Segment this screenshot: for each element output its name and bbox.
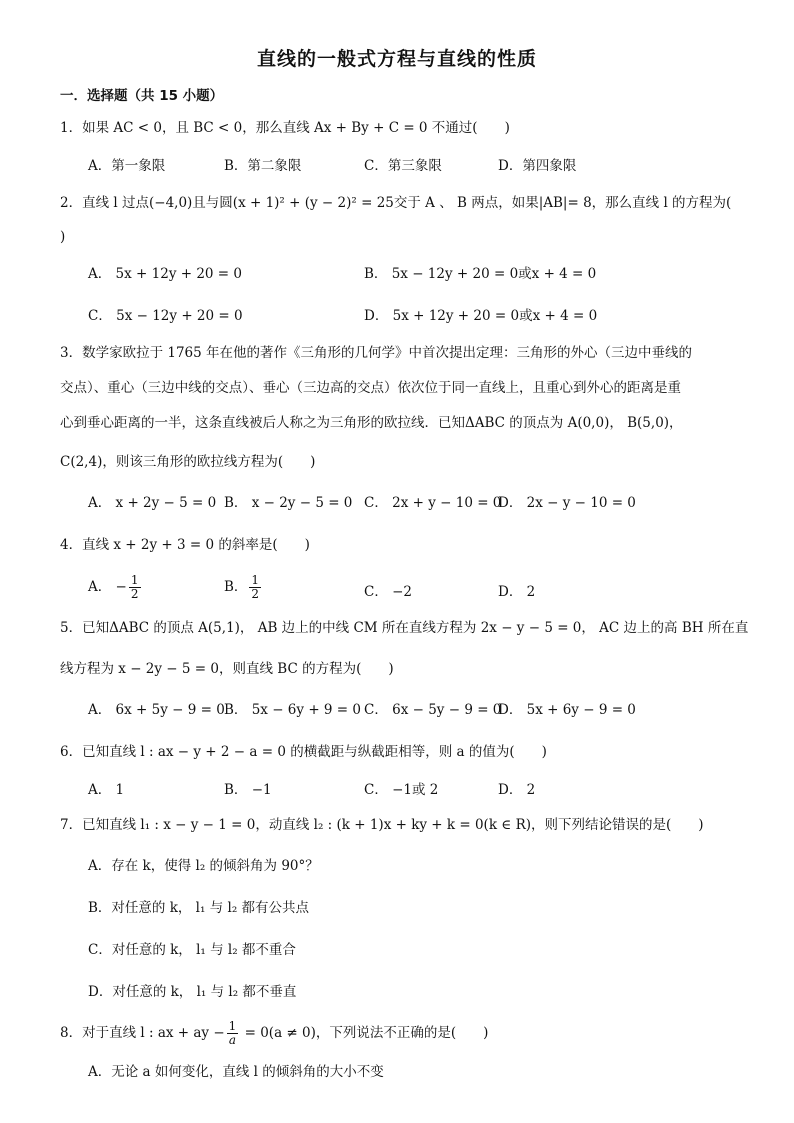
question-7-option-a: A．存在 k，使得 l₂ 的倾斜角为 90°？ <box>88 858 319 874</box>
option-d: D． 2x − y − 10 = 0 <box>498 495 636 511</box>
option-c: C． 2x + y − 10 = 0 <box>364 495 502 511</box>
option-c: C． 5x − 12y + 20 = 0 <box>88 308 243 324</box>
option-b: B． 5x − 6y + 9 = 0 <box>224 702 361 718</box>
question-8-stem: 8．对于直线 l : ax + ay − $\frac{1}{a}$ = 0(a ≠ 0)，下列说法不正确的是( ) <box>60 1019 489 1047</box>
option-b: B． $\frac{1}{2}$ <box>224 573 260 601</box>
option-d: D． 2 <box>498 782 536 798</box>
option-c: C． −2 <box>364 584 413 600</box>
option-d: D． 5x + 6y − 9 = 0 <box>498 702 636 718</box>
question-3-stem-line4: C(2,4)，则该三角形的欧拉线方程为( ) <box>60 454 316 470</box>
question-4-stem: 4．直线 x + 2y + 3 = 0 的斜率是( ) <box>60 537 310 553</box>
option-a: A． 5x + 12y + 20 = 0 <box>88 266 242 282</box>
question-6-stem: 6．已知直线 l : ax − y + 2 − a = 0 的横截距与纵截距相等，则 a 的值为( ) <box>60 744 547 760</box>
option-a: A． x + 2y − 5 = 0 <box>88 495 217 511</box>
fraction: $\frac{1}{2}$ <box>251 573 260 601</box>
option-b: B． x − 2y − 5 = 0 <box>224 495 353 511</box>
question-3-stem-line3: 心到垂心距离的一半，这条直线被后人称之为三角形的欧拉线．已知ΔABC 的顶点为 A(0,0)， B(5,0)， <box>60 415 683 431</box>
option-a: A． 1 <box>88 782 125 798</box>
fraction: $\frac{1}{2}$ <box>130 573 139 601</box>
question-7-option-c: C．对任意的 k， l₁ 与 l₂ 都不重合 <box>88 942 296 958</box>
option-c: C． 6x − 5y − 9 = 0 <box>364 702 502 718</box>
question-4-options <box>88 574 688 610</box>
option-b: B． 5x − 12y + 20 = 0或x + 4 = 0 <box>364 266 597 282</box>
option-a: A． 6x + 5y − 9 = 0 <box>88 702 225 718</box>
option-d: D． 5x + 12y + 20 = 0或x + 4 = 0 <box>364 308 598 324</box>
question-2-stem: 2．直线 l 过点(−4,0)且与圆(x + 1)² + (y − 2)² = 25交于 A 、 B 两点，如果|AB|= 8，那么直线 l 的方程为( <box>60 195 732 211</box>
page-title: 直线的一般式方程与直线的性质 <box>256 48 537 70</box>
option-d: D．第四象限 <box>498 158 577 174</box>
question-3-stem-line1: 3．数学家欧拉于 1765 年在他的著作《三角形的几何学》中首次提出定理：三角形的外心（三边中垂线的 <box>60 345 693 361</box>
fraction: $\frac{1}{a}$ <box>228 1019 237 1047</box>
option-c: C．第三象限 <box>364 158 442 174</box>
option-b: B． −1 <box>224 782 272 798</box>
option-d: D． 2 <box>498 584 536 600</box>
question-1-stem: 1．如果 AC < 0，且 BC < 0，那么直线 Ax + By + C = 0 不通过( ) <box>60 120 510 136</box>
question-7-stem: 7．已知直线 l₁ : x − y − 1 = 0，动直线 l₂ : (k + 1)x + ky + k = 0(k ∈ R)，则下列结论错误的是( ) <box>60 817 704 833</box>
option-c: C． −1或 2 <box>364 782 439 798</box>
option-a: A．第一象限 <box>88 158 166 174</box>
question-7-option-d: D．对任意的 k， l₁ 与 l₂ 都不垂直 <box>88 984 297 1000</box>
option-a: A． − $\frac{1}{2}$ <box>88 573 139 601</box>
option-b: B．第二象限 <box>224 158 302 174</box>
section-heading: 一．选择题（共 15 小题） <box>60 88 224 104</box>
question-7-option-b: B．对任意的 k， l₁ 与 l₂ 都有公共点 <box>88 900 310 916</box>
question-8-option-a: A．无论 a 如何变化，直线 l 的倾斜角的大小不变 <box>88 1064 384 1080</box>
question-2-stem-cont: ) <box>60 229 66 245</box>
question-3-stem-line2: 交点）、重心（三边中线的交点）、垂心（三边高的交点）依次位于同一直线上，且重心到外心的距离是重 <box>60 380 681 396</box>
question-5-stem-line2: 线方程为 x − 2y − 5 = 0，则直线 BC 的方程为( ) <box>60 661 394 677</box>
question-5-stem-line1: 5．已知ΔABC 的顶点 A(5,1)， AB 边上的中线 CM 所在直线方程为 2x − y − 5 = 0， AC 边上的高 BH 所在直 <box>60 620 749 636</box>
